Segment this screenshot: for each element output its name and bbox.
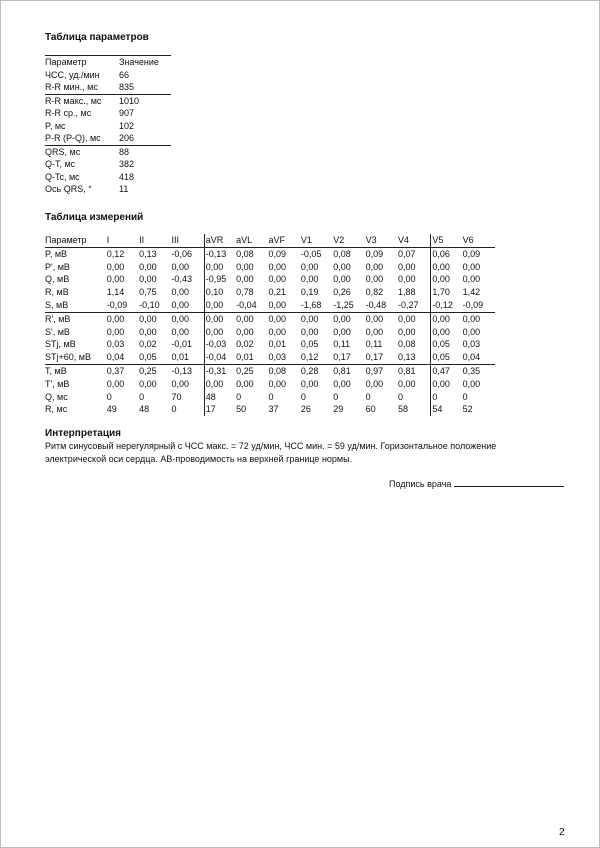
measure-cell: 0,21 [268, 287, 287, 298]
measure-cell: 60 [365, 404, 376, 415]
params-row [45, 107, 171, 120]
params-row [45, 132, 171, 145]
param-name: Q-Tc, мс [45, 171, 80, 182]
measure-cell: 0,03 [462, 339, 481, 350]
param-value: 102 [119, 120, 135, 131]
measure-cell: 0,00 [106, 378, 125, 389]
measure-row [45, 338, 495, 351]
measure-cell: 0,00 [333, 274, 351, 285]
measure-cell: 0,00 [268, 313, 287, 324]
measure-cell: -0,06 [171, 248, 192, 259]
measure-cell: 0 [430, 391, 462, 404]
measure-cell: 48 [139, 404, 150, 415]
measure-cell: 0,00 [268, 299, 287, 310]
measure-cell: 0,00 [300, 261, 319, 272]
measure-cell: -1,25 [333, 299, 354, 310]
measure-param-name: STj, мВ [45, 339, 76, 350]
measure-cell: 0,25 [236, 365, 254, 376]
measure-cell: 70 [171, 391, 182, 402]
measure-param-name: Q, мВ [45, 274, 70, 285]
measure-cell: 0,00 [268, 378, 287, 389]
measure-cell: 0,00 [333, 326, 351, 337]
signature-label: Подпись врача [389, 479, 452, 489]
measure-cell: 0,00 [106, 326, 125, 337]
measure-cell: 0 [365, 391, 371, 402]
measure-cell: 0,13 [397, 352, 416, 363]
measure-param-name: R', мВ [45, 313, 71, 324]
interpretation-text: Ритм синусовый нерегулярный с ЧСС макс. = 72 уд/мин, ЧСС мин. = 59 уд/мин. Горизонтальное положение электрической оси сердца. АВ-проводимость на верхней границе нормы. [45, 441, 497, 464]
signature-line [454, 477, 564, 487]
measure-cell: 0,00 [139, 274, 157, 285]
measure-cell: 0,04 [106, 352, 125, 363]
measure-cell: -0,01 [171, 339, 192, 350]
measure-table [45, 234, 495, 416]
measure-cell: 0,00 [268, 326, 287, 337]
measure-param-name: T', мВ [45, 378, 70, 389]
measure-cell: 0,12 [300, 352, 319, 363]
measure-cell: 0,82 [365, 287, 384, 298]
measure-cell: 0,00 [397, 378, 416, 389]
params-table-title: Таблица параметров [45, 32, 149, 43]
measure-cell: 0,17 [365, 352, 384, 363]
measure-cell: 0 [462, 391, 468, 402]
measure-cell: 0,00 [236, 261, 254, 272]
measure-cell: 0,04 [462, 352, 481, 363]
param-value: 1010 [119, 95, 140, 106]
measure-row [45, 312, 495, 326]
measure-cell: 0,00 [106, 261, 125, 272]
measure-cell: 0,00 [106, 274, 125, 285]
measure-cell: 0,00 [397, 261, 416, 272]
measure-cell: 17 [204, 403, 236, 416]
page-number: 2 [559, 827, 565, 838]
measure-cell: 0 [333, 391, 339, 402]
measure-cell: 52 [462, 404, 473, 415]
measure-row [45, 299, 495, 312]
measure-cell: 0 [268, 391, 274, 402]
params-table [45, 55, 171, 196]
measure-header-param: Параметр [45, 235, 87, 245]
measure-cell: 0,01 [171, 352, 189, 363]
param-value: 418 [119, 171, 135, 182]
measure-cell: 0,00 [236, 378, 254, 389]
param-name: R-R мин., мс [45, 82, 98, 92]
measure-cell: 0,00 [365, 326, 384, 337]
measure-cell: 0,11 [333, 339, 351, 350]
measure-cell: 0 [106, 391, 112, 402]
measure-cell: 0,03 [268, 352, 287, 363]
measure-row [45, 273, 495, 286]
measure-header-lead: V5 [430, 234, 462, 247]
params-row [45, 120, 171, 133]
measure-header-lead: I [106, 235, 110, 245]
measure-cell: 0,03 [106, 339, 125, 350]
measure-cell: 0,97 [365, 365, 384, 376]
params-header-name: Параметр [45, 57, 87, 67]
measure-cell: -1,68 [300, 299, 322, 310]
measure-row [45, 378, 495, 391]
measure-cell: 0,00 [365, 313, 384, 324]
interpretation-title: Интерпретация [45, 428, 121, 439]
measure-header-lead: V1 [300, 235, 312, 245]
measure-cell: 0,09 [268, 248, 287, 259]
measure-cell: 0 [300, 391, 306, 402]
measure-cell: 1,14 [106, 287, 125, 298]
measure-cell: 0,06 [430, 248, 462, 261]
measure-cell: 0,00 [300, 274, 319, 285]
measure-cell: 0,11 [365, 339, 383, 350]
measure-cell: 48 [204, 391, 236, 404]
measure-cell: -0,13 [204, 248, 236, 261]
measure-cell: 0,00 [430, 326, 462, 339]
measure-cell: 0,00 [300, 378, 319, 389]
measure-header-lead: V2 [333, 235, 345, 245]
param-value: 907 [119, 108, 135, 118]
measure-cell: 0,00 [365, 274, 384, 285]
measure-row [45, 286, 495, 299]
measure-param-name: P', мВ [45, 261, 70, 272]
measure-cell: 0,08 [333, 248, 351, 259]
measure-cell: 0,00 [300, 313, 319, 324]
measure-cell: 0,25 [139, 365, 157, 376]
measure-cell: 0,00 [204, 261, 236, 274]
measure-header-lead: III [171, 235, 179, 245]
param-name: P-R (P-Q), мс [45, 133, 101, 143]
measure-cell: 0,05 [430, 338, 462, 351]
param-name: P, мс [45, 120, 66, 131]
measure-cell: 0,00 [171, 378, 189, 389]
measure-cell: 0 [397, 391, 403, 402]
measure-cell: 0,00 [397, 274, 416, 285]
measure-cell: 0,00 [204, 299, 236, 312]
param-value: 88 [119, 146, 130, 157]
doctor-signature [389, 477, 564, 489]
measure-cell: 49 [106, 404, 117, 415]
measure-param-name: P, мВ [45, 248, 68, 259]
param-name: R-R ср., мс [45, 108, 92, 118]
measure-cell: 0,05 [300, 339, 319, 350]
measure-cell: 1,88 [397, 287, 416, 298]
measure-table-title: Таблица измерений [45, 212, 144, 223]
measure-cell: 0,00 [462, 326, 481, 337]
measure-cell: 0,17 [333, 352, 351, 363]
measure-row [45, 261, 495, 274]
measure-cell: 0,00 [236, 274, 254, 285]
measure-header-lead: V6 [462, 235, 474, 245]
measure-cell: 0,00 [333, 313, 351, 324]
measure-cell: 0 [139, 391, 145, 402]
measure-cell: 0,00 [333, 261, 351, 272]
measure-cell: 1,42 [462, 287, 481, 298]
measure-cell: 0,81 [397, 365, 416, 376]
params-table-header [45, 55, 171, 69]
measure-cell: -0,27 [397, 299, 419, 310]
measure-cell: -0,09 [106, 299, 128, 310]
measure-cell: 0,00 [268, 261, 287, 272]
measure-cell: 0,26 [333, 287, 351, 298]
param-value: 206 [119, 133, 135, 143]
measure-cell: -0,05 [300, 248, 322, 259]
measure-cell: 0,00 [171, 299, 189, 310]
measure-cell: 0,08 [268, 365, 287, 376]
param-value: 835 [119, 82, 135, 92]
params-row [45, 69, 171, 82]
measure-cell: 0,00 [365, 261, 384, 272]
measure-cell: 0,81 [333, 365, 351, 376]
measure-cell: 0,13 [139, 248, 157, 259]
measure-cell: 0,00 [397, 326, 416, 337]
measure-cell: 54 [430, 403, 462, 416]
measure-cell: -0,12 [430, 299, 462, 312]
params-row [45, 158, 171, 171]
measure-cell: 0,78 [236, 287, 254, 298]
measure-cell: 0,08 [397, 339, 416, 350]
measure-cell: 0,00 [397, 313, 416, 324]
measure-cell: 0,05 [139, 352, 157, 363]
measure-cell: 0,00 [139, 326, 157, 337]
measure-row [45, 326, 495, 339]
param-name: Ось QRS, ° [45, 184, 92, 194]
param-value: 66 [119, 69, 130, 80]
measure-cell: 0,75 [139, 287, 157, 298]
measure-cell: 0,00 [462, 261, 481, 272]
measure-cell: 0,47 [430, 365, 462, 378]
measure-cell: 0,00 [171, 326, 189, 337]
measure-param-name: R, мВ [45, 287, 69, 298]
measure-cell: 0,00 [236, 313, 254, 324]
measure-cell: 0,00 [430, 261, 462, 274]
measure-cell: 29 [333, 404, 344, 415]
measure-cell: 26 [300, 404, 311, 415]
measure-param-name: T, мВ [45, 365, 67, 376]
measure-cell: 0,00 [462, 313, 481, 324]
measure-cell: 0,00 [171, 313, 189, 324]
params-row [45, 94, 171, 108]
measure-cell: 0,28 [300, 365, 319, 376]
measure-cell: 0,19 [300, 287, 319, 298]
measure-cell: 50 [236, 404, 247, 415]
measure-header-lead: aVF [268, 235, 286, 245]
measure-cell: 0,12 [106, 248, 125, 259]
measure-cell: 0,00 [268, 274, 287, 285]
measure-cell: 0,00 [204, 313, 236, 326]
measure-cell: 0,00 [171, 261, 189, 272]
measure-row [45, 247, 495, 261]
measure-cell: 0,00 [333, 378, 351, 389]
measure-cell: -0,48 [365, 299, 387, 310]
measure-cell: 58 [397, 404, 408, 415]
measure-cell: 0,05 [430, 351, 462, 364]
measure-cell: 0,00 [171, 287, 189, 298]
measure-cell: -0,04 [236, 299, 257, 310]
params-row [45, 81, 171, 94]
param-name: QRS, мс [45, 146, 81, 157]
measure-cell: 0,37 [106, 365, 125, 376]
measure-row [45, 364, 495, 378]
measure-cell: 0,00 [300, 326, 319, 337]
measure-cell: 0,00 [430, 378, 462, 391]
measure-param-name: R, мс [45, 404, 68, 415]
measure-cell: 0,00 [204, 378, 236, 391]
measure-param-name: Q, мс [45, 391, 68, 402]
measure-cell: 0,01 [236, 352, 254, 363]
measure-cell: 0,02 [139, 339, 157, 350]
measure-cell: 0 [236, 391, 242, 402]
measure-row [45, 403, 495, 416]
measure-param-name: S', мВ [45, 326, 70, 337]
measure-cell: 0,00 [106, 313, 125, 324]
measure-cell: 0,00 [462, 378, 481, 389]
measure-param-name: STj+60, мВ [45, 352, 91, 363]
measure-cell: 0,09 [462, 248, 481, 259]
measure-header-row [45, 234, 495, 247]
measure-cell: 0,09 [365, 248, 384, 259]
measure-cell: -0,95 [204, 273, 236, 286]
param-name: ЧСС, уд./мин [45, 69, 100, 80]
measure-cell: -0,43 [171, 274, 192, 285]
measure-header-lead: V3 [365, 235, 377, 245]
measure-cell: 0,00 [236, 326, 254, 337]
measure-header-lead: V4 [397, 235, 409, 245]
measure-header-lead: aVR [204, 234, 236, 247]
measure-header-lead: aVL [236, 235, 253, 245]
measure-cell: 0,00 [462, 274, 481, 285]
param-value: 382 [119, 159, 135, 169]
measure-cell: 0,00 [139, 261, 157, 272]
measure-row [45, 351, 495, 364]
measure-cell: -0,10 [139, 299, 160, 310]
measure-cell: 0,08 [236, 248, 254, 259]
params-header-value: Значение [119, 57, 159, 67]
params-row [45, 145, 171, 159]
param-name: Q-T, мс [45, 159, 76, 169]
measure-cell: 0,00 [430, 313, 462, 326]
measure-row [45, 391, 495, 404]
measure-cell: 0,02 [236, 339, 254, 350]
measure-cell: 0,00 [204, 326, 236, 339]
measure-cell: 0,01 [268, 339, 287, 350]
measure-cell: -0,31 [204, 365, 236, 378]
measure-cell: 0,10 [204, 286, 236, 299]
measure-cell: 1,70 [430, 286, 462, 299]
measure-cell: 0,00 [139, 313, 157, 324]
param-name: R-R макс., мс [45, 95, 102, 106]
measure-cell: -0,13 [171, 365, 192, 376]
measure-cell: 0,07 [397, 248, 416, 259]
param-value: 11 [119, 184, 129, 194]
params-row [45, 171, 171, 184]
measure-cell: -0,04 [204, 351, 236, 364]
measure-cell: 0,00 [365, 378, 384, 389]
measure-cell: -0,03 [204, 338, 236, 351]
params-row [45, 183, 171, 196]
measure-param-name: S, мВ [45, 299, 69, 310]
measure-cell: -0,09 [462, 299, 484, 310]
measure-cell: 0,00 [139, 378, 157, 389]
measure-cell: 37 [268, 404, 279, 415]
measure-cell: 0,00 [430, 273, 462, 286]
measure-cell: 0,35 [462, 365, 481, 376]
measure-cell: 0 [171, 404, 177, 415]
measure-header-lead: II [139, 235, 145, 245]
